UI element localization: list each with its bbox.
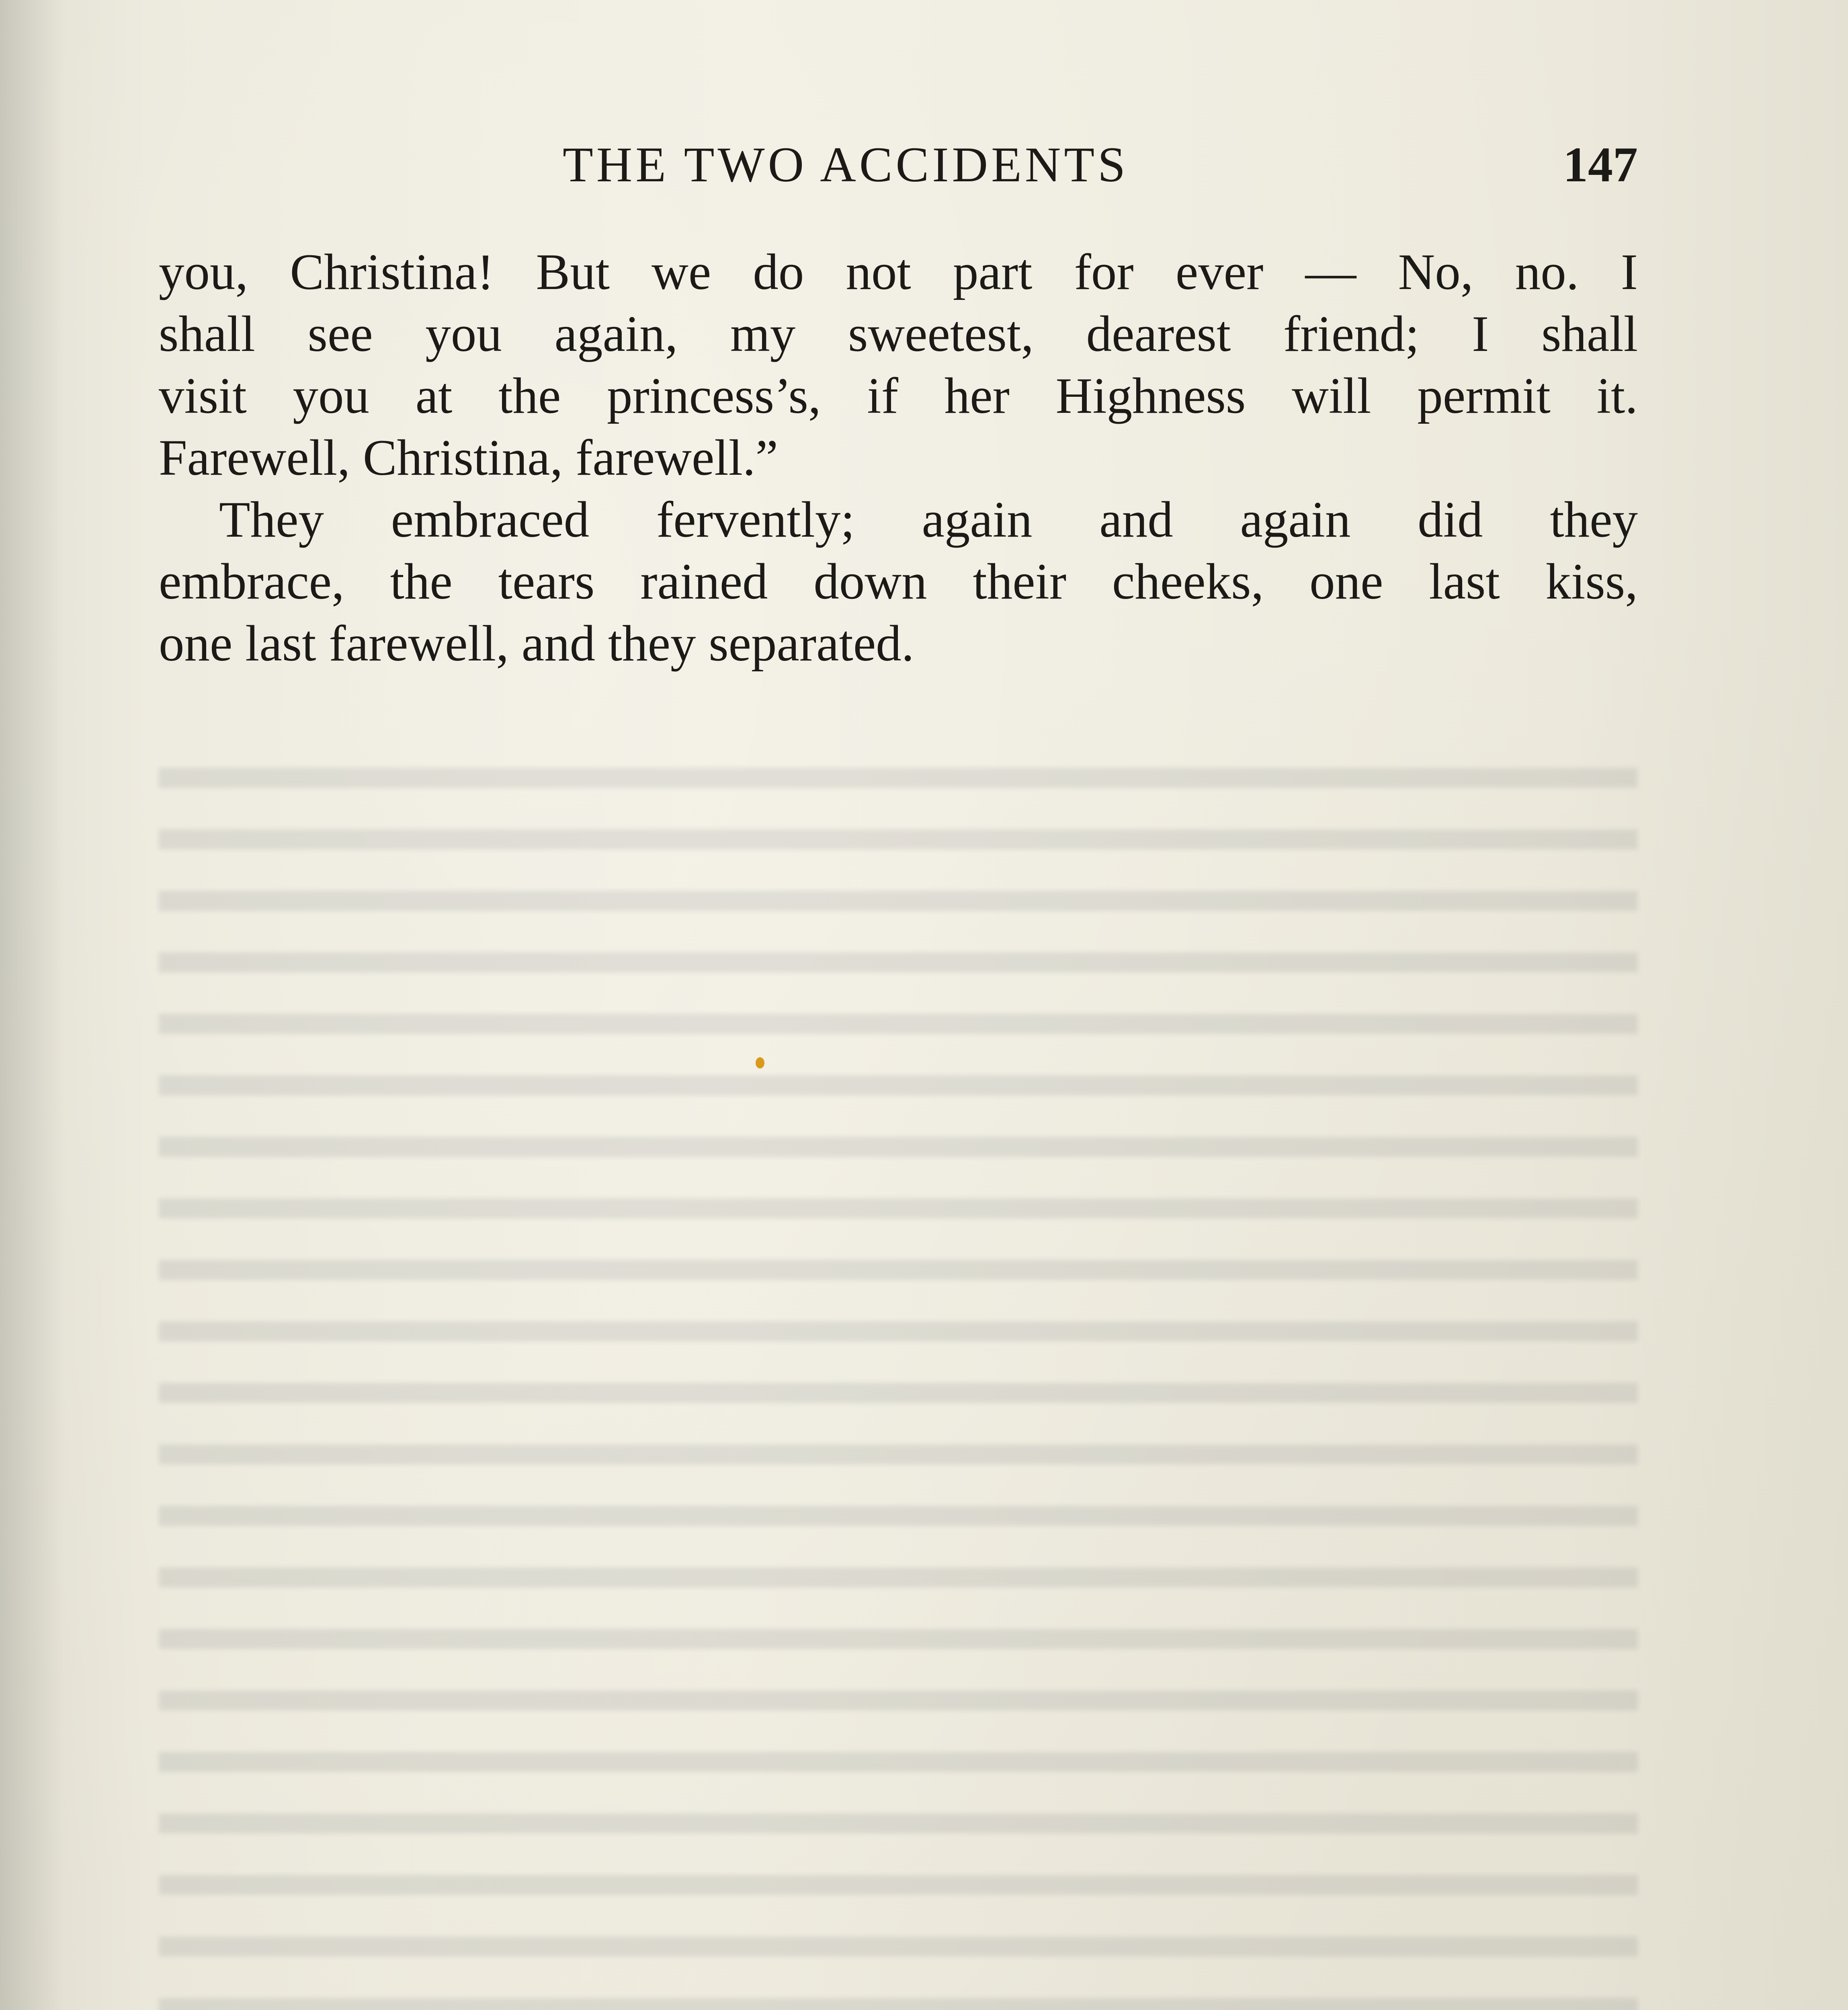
running-header — [159, 133, 1638, 197]
bleed-through-text — [159, 744, 1638, 2010]
running-title: THE TWO ACCIDENTS — [563, 137, 1129, 192]
text-line: shall see you again, my sweetest, dearest friend; I shall — [159, 306, 1638, 362]
text-line: you, Christina! But we do not part for ever — No, no. I — [159, 244, 1638, 300]
body-text — [159, 241, 1638, 675]
gutter-shadow — [0, 0, 64, 2010]
text-line: embrace, the tears rained down their cheeks, one last kiss, — [159, 554, 1638, 610]
page-number: 147 — [1563, 137, 1638, 192]
text-line: Farewell, Christina, farewell.” — [159, 430, 779, 486]
text-line: visit you at the princess’s, if her Highness will permit it. — [159, 368, 1638, 424]
paper-speck — [756, 1057, 764, 1069]
text-line: one last farewell, and they separated. — [159, 615, 914, 672]
text-line: They embraced fervently; again and again did they — [219, 492, 1638, 548]
